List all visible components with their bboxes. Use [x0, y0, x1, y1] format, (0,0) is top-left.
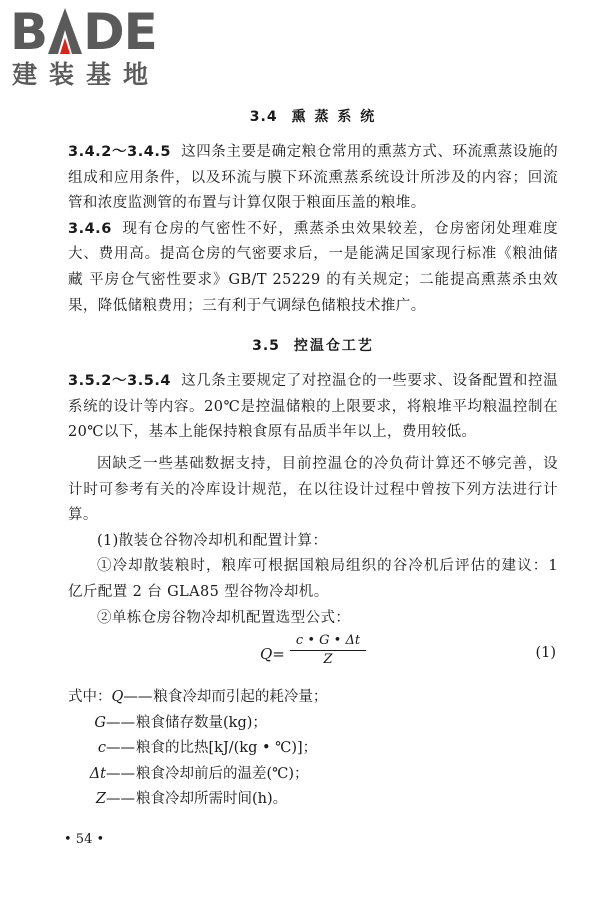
section-number: 3.4: [249, 109, 278, 125]
section-heading-3-5: [68, 335, 558, 355]
clause-3-4-6: [68, 217, 558, 319]
symbol-desc: 粮食冷却所需时间(h)。: [136, 791, 288, 808]
document-page: [68, 100, 558, 813]
symbol: c: [97, 740, 106, 757]
symbol-dash: ——: [106, 765, 135, 782]
clause-3-4-2: [68, 140, 558, 217]
section-title: 熏 蒸 系 统: [291, 109, 377, 125]
sub-item-2: ②单栋仓房谷物冷却机配置选型公式：: [97, 609, 351, 626]
formula-lhs: Q=: [260, 645, 285, 664]
logo-subtitle: 建装基地: [12, 60, 161, 89]
symbol-row: [68, 685, 558, 711]
symbol: Z: [95, 791, 106, 808]
symbol-row: [68, 711, 558, 737]
logo-letter-b: B: [10, 3, 48, 61]
equation-number: (1): [535, 645, 556, 662]
logo-letter-a-icon: [48, 8, 82, 54]
brand-logo: [10, 3, 180, 90]
formula-fraction: [290, 633, 366, 667]
symbols-intro: 式中：: [68, 689, 112, 706]
list-item-1: (1)散装仓谷物冷却机和配置计算：: [97, 532, 328, 549]
clause-number: 3.4.2～3.4.5: [68, 144, 171, 160]
symbol-desc: 粮食储存数量(kg)；: [136, 714, 267, 731]
paragraph: 因缺乏一些基础数据支持，目前控温仓的冷负荷计算还不够完善，设计时可参考有关的冷库设计规范，在以往设计过程中曾按下列方法进行计算。: [68, 455, 558, 524]
symbol: Δt: [89, 765, 106, 782]
symbol-desc: 粮食冷却前后的温差(℃)；: [136, 765, 309, 782]
symbol: G: [94, 714, 106, 731]
symbol-desc: 粮食的比热[kJ/(kg • ℃)]；: [136, 740, 318, 757]
symbol-row: [68, 736, 558, 762]
clause-text: 现有仓房的气密性不好，熏蒸杀虫效果较差，仓房密闭处理难度大、费用高。提高仓房的气密要求后，一是能满足国家现行标准《粮油储藏 平房仓气密性要求》GB/T 25229 的有关规定；二能提高熏蒸杀虫效果，降低储粮费用；三有利于气调绿色储粮技术推广。: [68, 220, 558, 314]
clause-number: 3.5.2～3.5.4: [68, 373, 171, 390]
section-heading-3-4: [68, 106, 558, 126]
symbol: Q: [111, 689, 124, 706]
sub-item-1: ①冷却散装粮时，粮库可根据国粮局组织的谷冷机后评估的建议：1 亿斤配置 2 台 GLA85 型谷物冷却机。: [68, 558, 558, 600]
symbol-dash: ——: [106, 714, 135, 731]
formula-block: [68, 633, 558, 681]
symbol-desc: 粮食冷却而引起的耗冷量；: [153, 689, 328, 706]
logo-letter-e: E: [123, 3, 157, 61]
symbol-row: [68, 787, 558, 813]
section-number: 3.5: [252, 338, 280, 355]
clause-text: 这四条主要是确定粮仓常用的熏蒸方式、环流熏蒸设施的组成和应用条件，以及环流与膜下环流熏蒸系统设计所涉及的内容；回流管和浓度监测管的布置与计算仅限于粮面压盖的粮堆。: [68, 144, 558, 212]
symbol-dash: ——: [106, 740, 135, 757]
symbol-definitions: [68, 685, 558, 813]
clause-3-5-2: [68, 369, 558, 446]
section-title: 控温仓工艺: [293, 338, 374, 355]
symbol-dash: ——: [106, 791, 135, 808]
symbol-dash: ——: [123, 689, 153, 706]
logo-wordmark: [10, 3, 180, 61]
formula-denominator: Z: [323, 652, 333, 668]
page-number: • 54 •: [64, 832, 105, 847]
clause-number: 3.4.6: [68, 220, 112, 237]
formula-numerator: c • G • Δt: [290, 633, 366, 651]
logo-letter-d: D: [83, 3, 124, 61]
clause-text: 这几条主要规定了对控温仓的一些要求、设备配置和控温系统的设计等内容。20℃是控温储粮的上限要求，将粮堆平均粮温控制在 20℃以下，基本上能保持粮食原有品质半年以上，费用较低。: [68, 373, 558, 441]
symbol-row: [68, 762, 558, 788]
